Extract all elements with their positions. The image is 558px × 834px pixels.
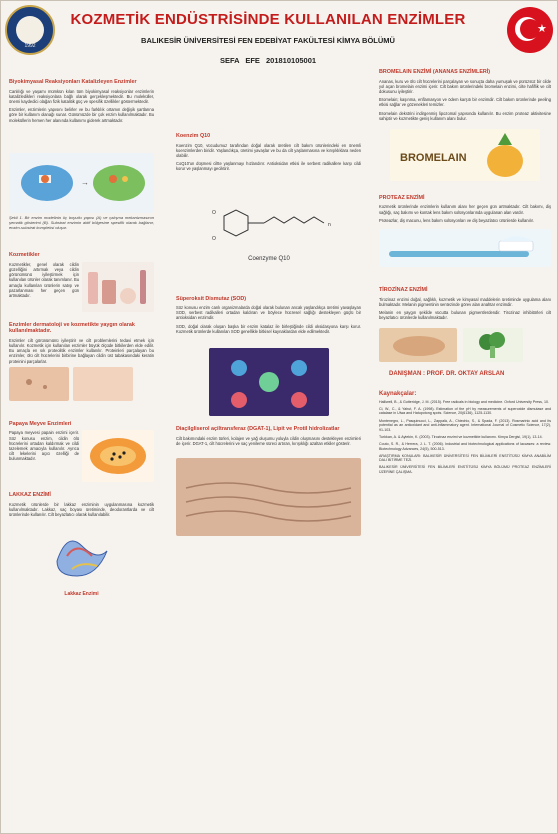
paragraph: Koenzim Q10, vücudumuz tarafından doğal olarak üretilen cilt bakım ürünlerindeki en önemli koenzimlerden biridir. Yaşlandıkça, üretimi yavaşlar ve bu da cilt yaşlanmasına ve kırışıklıklara neden olabilir. <box>176 142 361 158</box>
skin-before-illustration <box>9 367 69 401</box>
section-title-dgat: Diaçilgliserol açiltransferaz (DGAT-1), Lipit ve Protil hidrolizatlar <box>176 426 340 433</box>
figure-caption: Şekil 1. Bir enzim modelinin üç boyutlu yapısı (A) ve çalışma mekanizmasının şematik gösterimi (B). Substrat enzimin aktif bölgesine spesifik olarak bağlanır, enzim-substrat kompleksi oluşur. <box>9 214 154 231</box>
paragraph: Kozmetik ürünlerde bir lakkaz enziminin uygulanmasına kozmetik kullanılmaktadır. Lakkaz, saç boyası üretiminde, deodorantlarda ve cilt ürünlerinde kullanılır. Cilt beyazlatıcı olarak kullanılabilir. <box>9 501 154 518</box>
turkish-flag-icon <box>507 7 553 53</box>
paragraph: Kozmetik ürünlerinde enzimlerin kullanım alanı her geçen gün artmaktadır. Cilt bakımı, diş sağlığı, saç bakımı ve kontak lens bakım solüsyonlarında uygulanan alan vardır. <box>379 204 551 215</box>
reference-item: Halliwell, B., & Gutteridge, J. M. (2015). Free radicals in biology and medicine. Oxford University Press, 10. <box>379 399 549 404</box>
sod-mechanism-illustration <box>209 348 329 416</box>
cosmetics-illustration <box>82 262 154 312</box>
svg-text:O: O <box>211 235 216 242</box>
advisor-name: DANIŞMAN : PROF. DR. OKTAY ARSLAN <box>389 371 505 378</box>
enzyme-model-illustration <box>9 153 154 213</box>
reference-item: Ci, W., C., & Yahut, F. A. (1998). Estimation of the pH by measurements of superoxide dismutase and catalase in Ulwa and Hatupotong spots. Science, 20(6136), 1125-1130. <box>379 406 551 416</box>
toothbrush-illustration <box>379 229 551 267</box>
section-title-cosmetics: Kozmetikler <box>9 252 40 259</box>
paragraph: Proteazlar, diş macunu, lens bakım solüsyonları ve diş beyazlatıcı ürünlerde kullanılır. <box>379 217 534 223</box>
paragraph: Kozmetikler, genel olarak cildin güzelliğini artırmak veya cildin görünümünü iyileştirmek için kullanılan ürünler olarak tanımlanır. Bu amaçla kullanılan ürünlerin satışı ve pazarlanması her geçen gün artmaktadır. <box>9 261 79 299</box>
reference-item: BALIKESİR ÜNİVERSİTESİ FEN BİLİMLERİ ENSTİTÜSÜ KİMYA BÖLÜMÜ PROTEAZ ENZİMLERİ ÜZERİNE ÇALIŞMA. <box>379 465 551 474</box>
svg-text:→: → <box>81 177 89 187</box>
paragraph: Cilt bakımındaki enzim türleri, kolajen ve yağ oluşumu yoluyla cildin oluşmasını destekleyen enzimleri de içerir. DGAT-1, cilt hücrelerini ve saç yenileme süreci artıran, kırışıklığı azaltan etkiler gösterir. <box>176 435 361 446</box>
toothbrush-image <box>379 229 551 267</box>
section-title-enzymes: Biyokimyasal Reaksiyonları Katalizleyen Enzimler <box>9 79 137 85</box>
paragraph: Tirozinaz enzimi doğal, sağlıklı, kozmetik ve kimyasal maddelerin üretiminde uygulama alanı bulmaktadır. Melanin pigmentinin sentezinde görev alan anahtar enzimdir. <box>379 296 551 307</box>
paragraph: SOD, doğal olarak oluşan başka bir enzim katalaz ile birleştiğinde cildi oksidasyona karşı korur. Kozmetik ürünlerde kullanılan SOD genellikle bitkisel kaynaklardan elde edilmektedir. <box>176 323 361 334</box>
laccase-structure-image <box>47 521 117 591</box>
reference-item: ARAŞTIRMA KONULARI: BALIKESİR ÜNİVERSİTESİ FEN BİLİMLERİ ENSTİTÜSÜ KİMYA ANABİLİM DALI BİTİRME TEZİ. <box>379 453 551 463</box>
papaya-illustration <box>82 430 154 482</box>
paragraph: Ananas, kuru ve ölü cilt hücrelerini parçalayan ve sonuçta daha yumuşak ve pürüzsüz bir cilde yol açan bromelain enzimi içerir. Cilt bakım ürünlerindeki bromelain enzimi, cilte hafiflik ve cilt dokusunu iyileştirir. <box>379 78 551 94</box>
laccase-illustration <box>47 521 117 591</box>
section-title-sod: Süperoksit Dismutaz (SOD) <box>176 295 247 302</box>
section-title-coq10: Koenzim Q10 <box>176 133 211 139</box>
skin-wrinkles-image <box>176 458 361 536</box>
column-right <box>379 69 551 477</box>
sod-mechanism-figure <box>209 348 329 416</box>
poster-subtitle: BALIKESİR ÜNİVERSİTESİ FEN EDEBİYAT FAKÜLTESİ KİMYA BÖLÜMÜ <box>141 36 395 45</box>
poster-header <box>1 1 558 71</box>
tyrosinase-hand-illustration <box>379 328 457 362</box>
paragraph: Söz konusu enzim canlı organizmalarda doğal olarak bulunan ancak yaşlandıkça üretimi yavaşlayan SOD, serbest radikalleri ortadan kaldıran ve böylece hücresel sağlığı destekleyen güçlü bir antioksidan enzimdir. <box>176 305 361 321</box>
column-left <box>9 79 154 601</box>
section-title-protease: PROTEAZ ENZİMİ <box>379 194 425 201</box>
paragraph: Enzimler, enzimlerin yapısını belirler ve bu farklılık ortamın değişik şartlarına göre bir kullanım olanağı sunar. Günümüzde bir çok enzim kullanılmaktadır. Bu moleküllerin hemen her alanında kullanımı giderek artmaktadır. <box>9 107 154 123</box>
laccase-caption: Lakkaz Enzimi <box>64 591 99 598</box>
reference-item: Montenegro, L., Pasquinucci, L., Zappalà, A., Chiechio, S., & Spada, F. (2013). Rosmarinic acid and its potential as an antioxidant and anti-inflammatory agent. International Journal of Cosmetic Science, 17(2), 91-103. <box>379 418 551 432</box>
section-title-bromelain: BROMELAIN ENZİMİ (ANANAS ENZİMLERİ) <box>379 69 491 75</box>
logo-emblem-icon <box>16 16 44 44</box>
cosmetics-products-image <box>82 262 154 312</box>
skin-before-image <box>9 367 69 401</box>
column-middle <box>176 133 361 536</box>
papaya-image <box>82 430 154 482</box>
skin-wrinkles-illustration <box>176 458 361 536</box>
flag-star-icon: ★ <box>537 23 547 35</box>
reference-item: Turkkan, A. & Aytekin, K. (2003). Tirozinaz enzimi ve kozmetikte kullanımı. Kimya Dergisi, 19(1), 13-14. <box>379 434 543 439</box>
university-logo-icon <box>5 5 55 55</box>
logo-year: 1992 <box>24 43 36 49</box>
bromelain-image <box>390 129 540 181</box>
broccoli-image <box>463 328 523 362</box>
paragraph: Melanin en yaygın şekilde vücutta bulunan pigmentlerdendir. Tirozinaz inhibitörleri cilt beyazlatıcı ürünlerde kullanılmaktadır. <box>379 309 551 321</box>
section-title-dermatology: Enzimler dermatoloji ve kozmetikte yaygın olarak kullanılmaktadır. <box>9 321 135 335</box>
paragraph: CoQ10'un düşmesi ciltte yaşlanmayı hızlandırır. Antioksidan etkisi ile serbest radikallere karşı cildi korur ve yaşlanmayı geciktirir. <box>176 161 361 172</box>
papaya-row <box>9 430 154 482</box>
poster-author: SEFA EFE 201810105001 <box>219 56 317 65</box>
coq10-molecule-figure <box>194 196 344 268</box>
tyrosinase-images-row <box>379 328 551 362</box>
bromelain-label: BROMELAIN <box>400 151 467 164</box>
skin-after-illustration <box>73 367 133 401</box>
paragraph: Bromelain dekstrini indirgenmiş lipozomal yapısında kullanılır. Bu enzim proteaz aktivitesine sahiptir ve kozmetikte geniş kullanım alanı bulur. <box>379 110 551 121</box>
enzyme-model-figure <box>9 153 154 213</box>
svg-text:n: n <box>327 221 331 228</box>
references-title: Kaynakçalar: <box>379 390 417 397</box>
references-section <box>379 392 551 475</box>
paragraph: Papaya meyvesi papain enzimi içerir. Söz konusu enzim, cildin ölü hücrelerini ortadan kaldırmak ve cildi tazelemek amacıyla kullanılır. Ayrıca cilt lekelerini açıcı özelliği de bulunmaktadır. <box>9 430 79 462</box>
bromelain-illustration <box>390 129 540 181</box>
paragraph: Canlılığı ve yaşamı mümkün kılan tüm biyokimyasal reaksiyonlar enzimlerin katalizledikleri reaksiyonlara bağlı olarak gerçekleşmektedir. Bu moleküller, önemi kaydedici olağan fizik katalitik güç ve spesifik özellikler göstermektedir. <box>9 88 154 104</box>
broccoli-illustration <box>463 328 523 362</box>
coq10-molecule-illustration <box>194 196 344 268</box>
skin-images-row <box>9 367 154 401</box>
svg-text:O: O <box>211 209 216 216</box>
paragraph: Bromelain; kaşınma, enflamasyon ve ödem karşıtı bir enzimdir. Cilt bakım ürünlerinde peeling etkisi sağlar ve gözenekleri temizler. <box>379 97 551 108</box>
poster-title: KOZMETİK ENDÜSTRİSİNDE KULLANILAN ENZİMLER <box>70 11 466 28</box>
skin-after-image <box>73 367 133 401</box>
reference-item: Couto, S. R., & Herrera, J. L. T. (2006). Industrial and biotechnological applications of laccases: a review. Biotechnology Advances, 24(5), 500-513. <box>379 441 551 451</box>
paragraph: Enzimler cilt görünümünü iyileştirir ve cilt problemlerini tedavi etmek için kullanılır. Kozmetik için kullanılan enzimler büyük ölçüde bitkilerden elde edilir. Bu amaçla en sık proteolitik enzimler kullanılır. Proteinleri parçalayan bu enzimler, ölü cilt hücrelerini birbirine bağlayan cildin üst tabakasındaki keratin proteinini parçalarlar. <box>9 337 154 364</box>
section-title-papaya: Papaya Meyve Enzimleri <box>9 420 72 427</box>
section-title-laccase: LAKKAZ ENZİMİ <box>9 492 51 499</box>
section-title-tyrosinase: TİROZİNAZ ENZİMİ <box>379 287 428 294</box>
tyrosinase-hand-image <box>379 328 457 362</box>
molecule-label: Coenzyme Q10 <box>247 255 290 262</box>
cosmetics-row <box>9 262 154 312</box>
